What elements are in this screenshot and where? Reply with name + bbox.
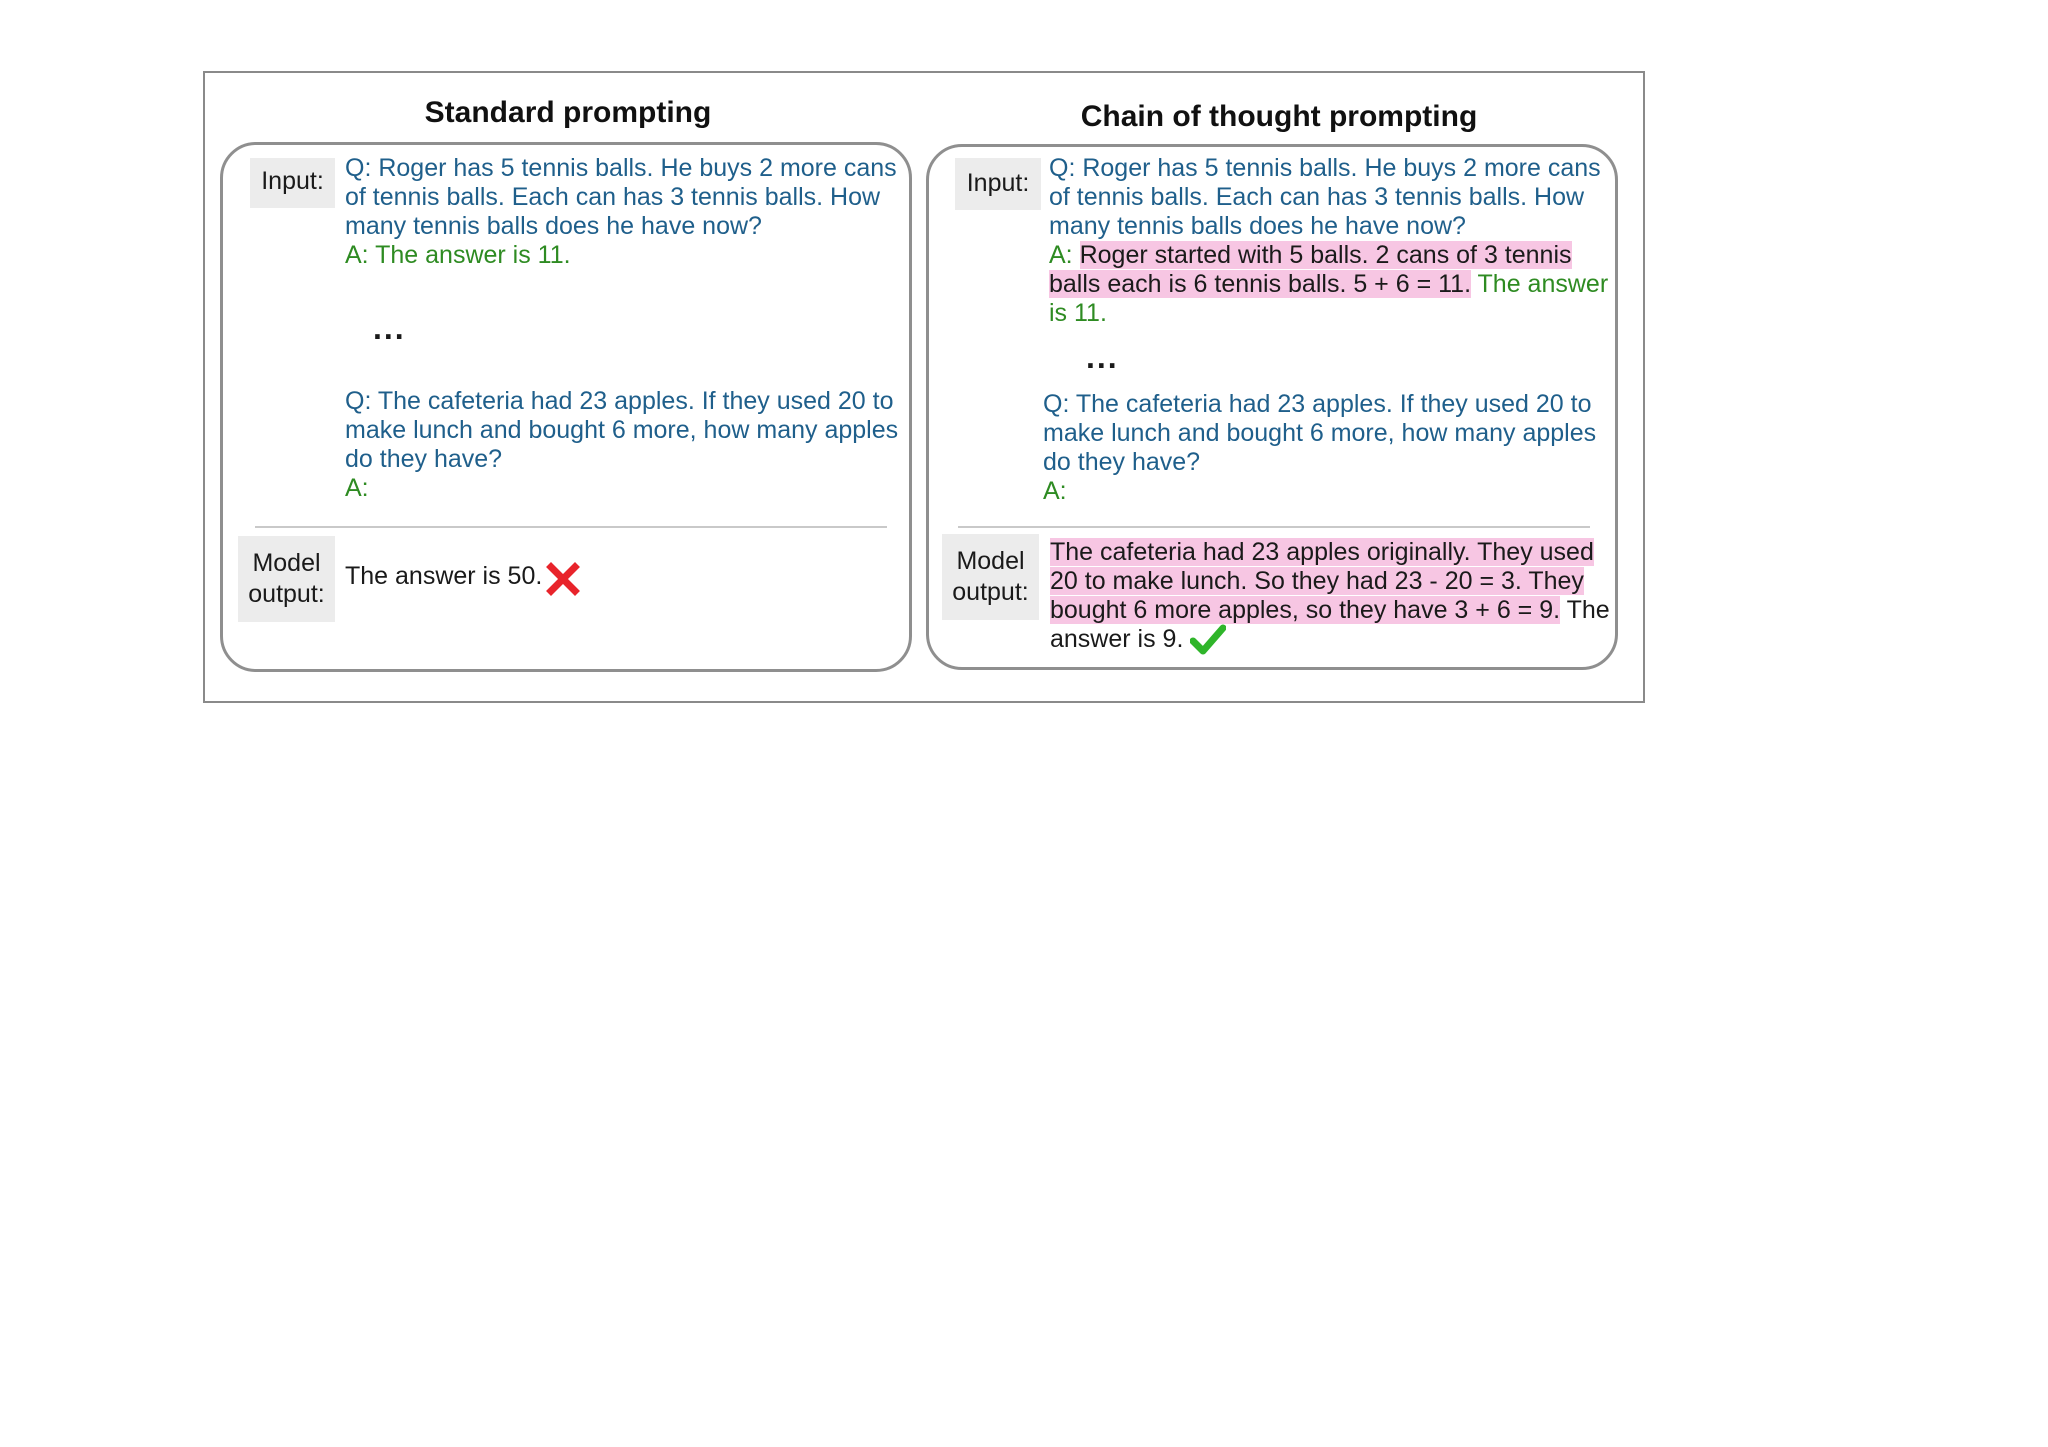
standard-example-question-line: Q: Roger has 5 tennis balls. He buys 2 more cans — [345, 154, 897, 182]
standard-example-question — [345, 154, 897, 241]
cot-output-answer-text: answer is 9. — [1050, 625, 1184, 653]
cot-example-reasoning-highlight: balls each is 6 tennis balls. 5 + 6 = 11. — [1049, 270, 1472, 298]
cot-example-reasoning-highlight: Roger started with 5 balls. 2 cans of 3 tennis — [1079, 241, 1572, 269]
standard-example-answer: A: The answer is 11. — [345, 241, 571, 269]
cot-query-question-line: do they have? — [1043, 448, 1201, 476]
standard-divider — [255, 526, 887, 528]
cot-example-answer-text: The answer — [1471, 270, 1609, 298]
standard-model-output: The answer is 50. — [345, 562, 543, 590]
standard-query-question — [345, 387, 898, 474]
check-icon — [1190, 624, 1226, 656]
standard-input-label: Input: — [250, 158, 335, 208]
standard-query-question-line: Q: The cafeteria had 23 apples. If they used 20 to — [345, 387, 894, 415]
cot-output-label-line-2: output: — [952, 578, 1029, 606]
cot-query-answer: A: — [1043, 477, 1067, 505]
standard-output-label-line-2: output: — [248, 580, 325, 608]
standard-output-label — [238, 536, 335, 622]
standard-query-answer: A: — [345, 474, 369, 502]
cot-output-reasoning-highlight: bought 6 more apples, so they have 3 + 6 = 9. — [1050, 596, 1561, 624]
cot-example-answer-prefix: A: — [1049, 241, 1080, 269]
cot-ellipsis: ... — [1086, 339, 1119, 375]
cot-output-reasoning-highlight: 20 to make lunch. So they had 23 - 20 = 3. They — [1050, 567, 1584, 595]
cot-query-question-line: Q: The cafeteria had 23 apples. If they used 20 to — [1043, 390, 1592, 418]
cot-prompting-title: Chain of thought prompting — [1080, 100, 1478, 133]
cot-output-label-line-1: Model — [956, 547, 1025, 575]
cot-example-question-line: many tennis balls does he have now? — [1049, 212, 1466, 240]
cot-output-answer-text: The — [1560, 596, 1610, 624]
cot-input-label: Input: — [955, 158, 1041, 210]
cot-example-answer — [1049, 241, 1608, 328]
cot-output-label — [942, 534, 1039, 620]
cot-example-question-line: Q: Roger has 5 tennis balls. He buys 2 more cans — [1049, 154, 1601, 182]
cot-example-answer-text: is 11. — [1049, 299, 1107, 327]
cot-example-question — [1049, 154, 1601, 241]
cot-model-output — [1050, 538, 1610, 654]
standard-ellipsis: ... — [373, 310, 406, 346]
standard-example-question-line: of tennis balls. Each can has 3 tennis balls. How — [345, 183, 881, 211]
cot-output-reasoning-highlight: The cafeteria had 23 apples originally. They used — [1050, 538, 1594, 566]
standard-example-question-line: many tennis balls does he have now? — [345, 212, 762, 240]
cot-query-question-line: make lunch and bought 6 more, how many apples — [1043, 419, 1597, 447]
cross-icon — [546, 562, 580, 596]
standard-prompting-title: Standard prompting — [424, 96, 712, 129]
cot-divider — [958, 526, 1590, 528]
standard-query-question-line: do they have? — [345, 445, 503, 473]
cot-example-question-line: of tennis balls. Each can has 3 tennis balls. How — [1049, 183, 1585, 211]
cot-query-question — [1043, 390, 1596, 477]
standard-output-label-line-1: Model — [252, 549, 321, 577]
standard-query-question-line: make lunch and bought 6 more, how many apples — [345, 416, 899, 444]
